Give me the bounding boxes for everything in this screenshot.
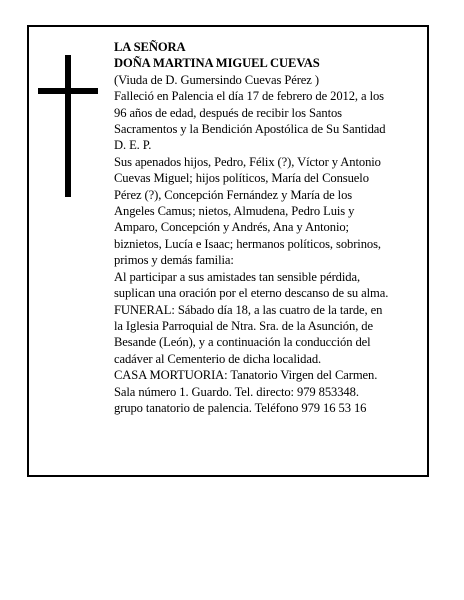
family-line: Amparo, Concepción y Andrés, Ana y Antonio; <box>114 220 349 235</box>
funeral-line: cadáver al Cementerio de dicha localidad. <box>114 351 322 366</box>
widow-note: (Viuda de D. Gumersindo Cuevas Pérez ) <box>114 72 319 87</box>
funeral-home-line: Sala número 1. Guardo. Tel. directo: 979 853348. <box>114 384 359 399</box>
latin-cross-icon <box>38 55 98 197</box>
death-info-line: 96 años de edad, después de recibir los Santos <box>114 105 342 120</box>
obituary-text <box>114 39 424 416</box>
funeral-line: FUNERAL: Sábado día 18, a las cuatro de la tarde, en <box>114 302 383 317</box>
family-line: Angeles Camus; nietos, Almudena, Pedro Luis y <box>114 204 355 219</box>
cross-horizontal-bar <box>38 88 98 94</box>
deceased-title: LA SEÑORA <box>114 40 186 54</box>
family-line: biznietos, Lucía e Isaac; hermanos políticos, sobrinos, <box>114 236 381 251</box>
funeral-home-line: grupo tanatorio de palencia. Teléfono 979 16 53 16 <box>114 400 367 415</box>
family-line: Pérez (?), Concepción Fernández y María de los <box>114 187 353 202</box>
deceased-name: DOÑA MARTINA MIGUEL CUEVAS <box>114 56 320 71</box>
funeral-line: la Iglesia Parroquial de Ntra. Sra. de la Asunción, de <box>114 318 373 333</box>
funeral-line: Besande (León), y a continuación la conducción del <box>114 335 371 350</box>
funeral-home-line: CASA MORTUORIA: Tanatorio Virgen del Carmen. <box>114 368 378 383</box>
death-info-line: Falleció en Palencia el día 17 de febrero de 2012, a los <box>114 89 384 104</box>
family-line: Cuevas Miguel; hijos políticos, María del Consuelo <box>114 171 369 186</box>
prayer-request-line: suplican una oración por el eterno descanso de su alma. <box>114 286 389 301</box>
prayer-request-line: Al participar a sus amistades tan sensible pérdida, <box>114 269 361 284</box>
cross-vertical-bar <box>65 55 71 197</box>
family-line: primos y demás familia: <box>114 253 234 268</box>
death-info-line: Sacramentos y la Bendición Apostólica de Su Santidad <box>114 122 386 137</box>
rip-line: D. E. P. <box>114 138 152 153</box>
family-line: Sus apenados hijos, Pedro, Félix (?), Víctor y Antonio <box>114 154 381 169</box>
